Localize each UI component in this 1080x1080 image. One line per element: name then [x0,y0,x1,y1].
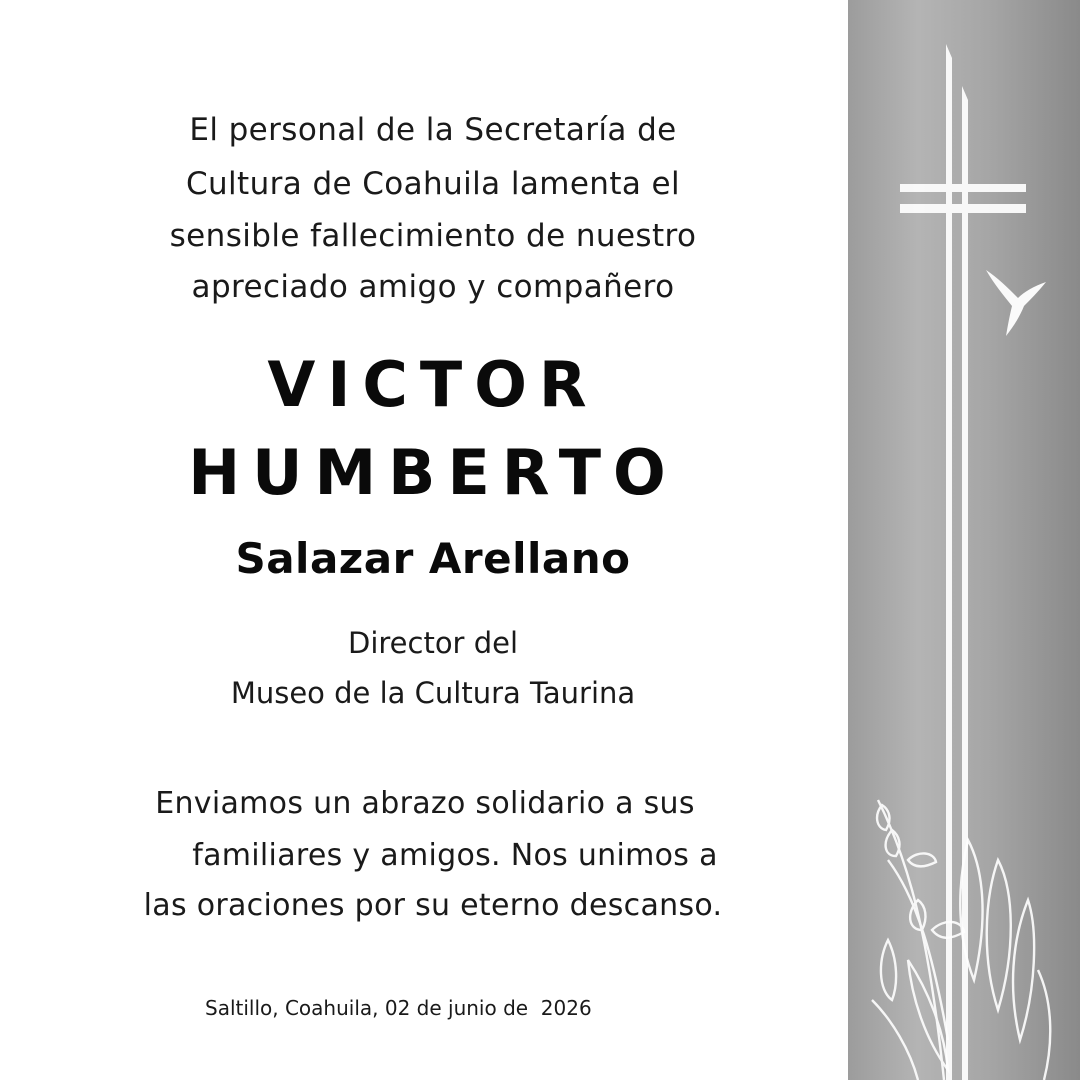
decorative-side-panel [848,0,1080,1080]
closing-line-2: familiares y amigos. Nos unimos a [192,838,718,873]
dove-icon [986,270,1046,336]
olive-branch-icon [872,800,1050,1080]
intro-line-2: Cultura de Coahuila lamenta el [185,166,681,202]
intro-line-3: sensible fallecimiento de nuestro [169,218,697,254]
intro-line-4: apreciado amigo y compañero [191,269,675,305]
cross-icon [900,44,1026,1080]
role-line-2: Museo de la Cultura Taurina [230,676,636,710]
intro-line-1: El personal de la Secretaría de [189,112,677,148]
surname: Salazar Arellano [235,534,631,583]
closing-line-1: Enviamos un abrazo solidario a sus [155,786,695,821]
role-line-1: Director del [347,626,519,660]
dateline: Saltillo, Coahuila, 02 de junio de 2026 [205,996,592,1020]
first-name-line-2: HUMBERTO [188,436,678,509]
closing-line-3: las oraciones por su eterno descanso. [143,888,723,923]
panel-ornaments [848,0,1080,1080]
first-name-line-1: VICTOR [267,348,599,421]
